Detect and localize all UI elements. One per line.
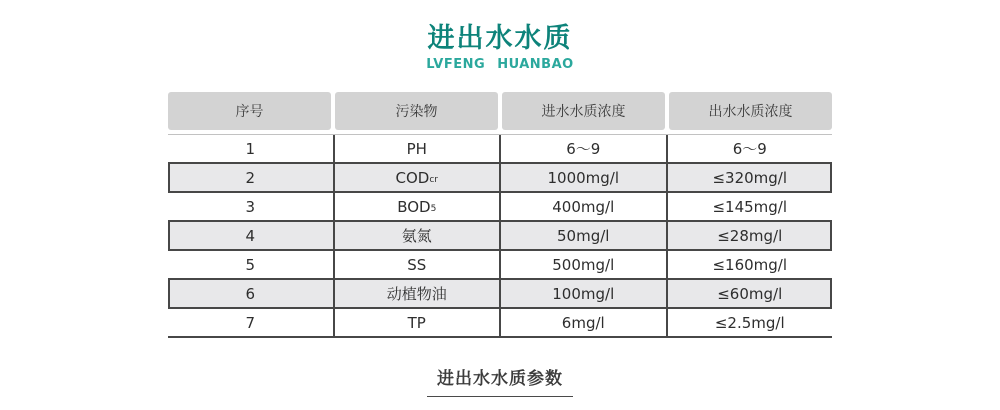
cell-seq: 3 bbox=[245, 197, 256, 216]
pollutant-name: SS bbox=[407, 255, 427, 274]
pollutant-subscript: cr bbox=[429, 175, 438, 185]
page-subtitle: LVFENG HUANBAO bbox=[426, 57, 574, 72]
pollutant-name: PH bbox=[406, 139, 427, 158]
cell-outflow: ≤60mg/l bbox=[666, 280, 833, 307]
cell-inflow: 1000mg/l bbox=[499, 164, 666, 191]
cell-outflow: ≤2.5mg/l bbox=[666, 309, 833, 336]
cell-seq: 7 bbox=[245, 313, 256, 332]
table-row bbox=[168, 164, 832, 193]
cell-outflow: 6～9 bbox=[666, 135, 833, 162]
cell-seq: 2 bbox=[245, 168, 256, 187]
table-row bbox=[168, 135, 832, 164]
table-row bbox=[168, 193, 832, 222]
cell-pollutant bbox=[333, 309, 500, 336]
cell-seq: 1 bbox=[245, 139, 256, 158]
cell-inflow: 50mg/l bbox=[499, 222, 666, 249]
cell-seq: 6 bbox=[245, 284, 256, 303]
pollutant-name: BOD bbox=[397, 197, 431, 216]
cell-pollutant bbox=[333, 280, 500, 307]
cell-inflow: 500mg/l bbox=[499, 251, 666, 278]
cell-outflow: ≤28mg/l bbox=[666, 222, 833, 249]
cell-pollutant bbox=[333, 135, 500, 162]
pollutant-name: COD bbox=[395, 168, 430, 187]
table-row bbox=[168, 309, 832, 338]
cell-outflow: ≤145mg/l bbox=[666, 193, 833, 220]
table-row bbox=[168, 251, 832, 280]
page-title: 进出水水质 bbox=[427, 23, 573, 54]
cell-pollutant bbox=[333, 222, 500, 249]
header-cell-pollutant: 污染物 bbox=[335, 92, 498, 130]
cell-inflow: 100mg/l bbox=[499, 280, 666, 307]
table-row bbox=[168, 222, 832, 251]
cell-pollutant bbox=[333, 251, 500, 278]
table-body bbox=[168, 134, 832, 338]
cell-inflow: 400mg/l bbox=[499, 193, 666, 220]
cell-inflow: 6～9 bbox=[499, 135, 666, 162]
cell-seq: 4 bbox=[245, 226, 256, 245]
cell-outflow: ≤320mg/l bbox=[666, 164, 833, 191]
cell-seq: 5 bbox=[245, 255, 256, 274]
cell-pollutant bbox=[333, 164, 500, 191]
table-caption: 进出水水质参数 bbox=[427, 364, 573, 397]
pollutant-name: 动植物油 bbox=[386, 285, 447, 303]
pollutant-name: TP bbox=[407, 313, 426, 332]
header-cell-seq: 序号 bbox=[168, 92, 331, 130]
water-quality-table bbox=[168, 92, 832, 338]
header-cell-outflow: 出水水质浓度 bbox=[669, 92, 832, 130]
table-row bbox=[168, 280, 832, 309]
pollutant-subscript: 5 bbox=[430, 204, 437, 214]
table-header-row bbox=[168, 92, 832, 130]
cell-pollutant bbox=[333, 193, 500, 220]
header-cell-inflow: 进水水质浓度 bbox=[502, 92, 665, 130]
cell-outflow: ≤160mg/l bbox=[666, 251, 833, 278]
caption-container bbox=[0, 364, 1000, 397]
cell-inflow: 6mg/l bbox=[499, 309, 666, 336]
pollutant-name: 氨氮 bbox=[401, 227, 432, 245]
